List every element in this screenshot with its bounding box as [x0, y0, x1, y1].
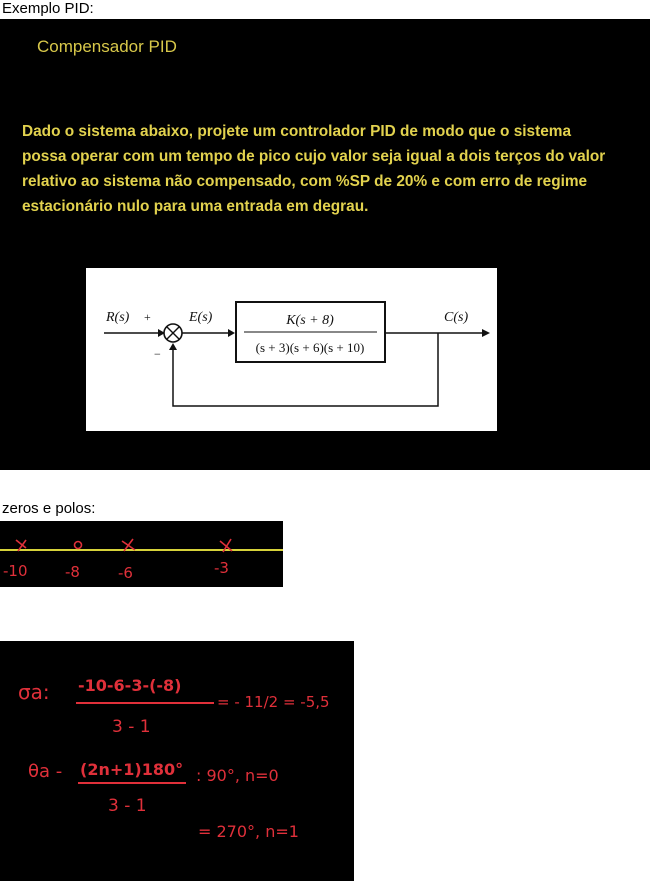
caption-example: Exemplo PID: — [2, 0, 94, 17]
slide-title: Compensador PID — [37, 37, 177, 56]
handwritten-notes — [0, 641, 354, 881]
theta-result-1: : 90°, n=0 — [196, 766, 279, 785]
summing-junction — [164, 324, 182, 342]
pole-zero-plot — [0, 521, 283, 587]
theta-denominator: 3 - 1 — [108, 796, 147, 816]
tick-label-minus-10: -10 — [3, 562, 28, 580]
slide-body-text: Dado o sistema abaixo, projete um controlador PID de modo que o sistema possa operar com um tempo de pico cujo valor seja igual a dois terços do valor relativo ao sistema não compensado, com %SP de 20% e com erro de regime estacionário nulo para uma entrada em degrau. — [22, 123, 606, 215]
caption-zeros-poles: zeros e polos: — [2, 500, 96, 517]
zero-mark-minus-8 — [75, 542, 82, 549]
error-label: E(s) — [189, 310, 213, 325]
sigma-numerator: -10-6-3-(-8) — [78, 676, 182, 695]
input-label: R(s) — [106, 310, 130, 325]
sigma-result: = - 11/2 = -5,5 — [217, 693, 330, 711]
theta-result-2: = 270°, n=1 — [198, 822, 299, 841]
sigma-denominator: 3 - 1 — [112, 717, 151, 737]
slide-image — [0, 19, 650, 470]
theta-symbol: θa - — [28, 761, 63, 782]
sigma-symbol: σa: — [18, 680, 50, 704]
tf-denominator: (s + 3)(s + 6)(s + 10) — [255, 340, 365, 355]
theta-numerator: (2n+1)180° — [80, 760, 184, 779]
tick-label-minus-8: -8 — [65, 563, 80, 581]
tick-label-minus-6: -6 — [118, 564, 133, 582]
block-diagram — [86, 268, 497, 431]
tick-label-minus-3: -3 — [214, 559, 229, 577]
tf-numerator: K(s + 8) — [286, 313, 334, 328]
plus-sign: + — [144, 310, 151, 324]
output-label: C(s) — [444, 310, 469, 325]
minus-sign: − — [154, 347, 161, 361]
